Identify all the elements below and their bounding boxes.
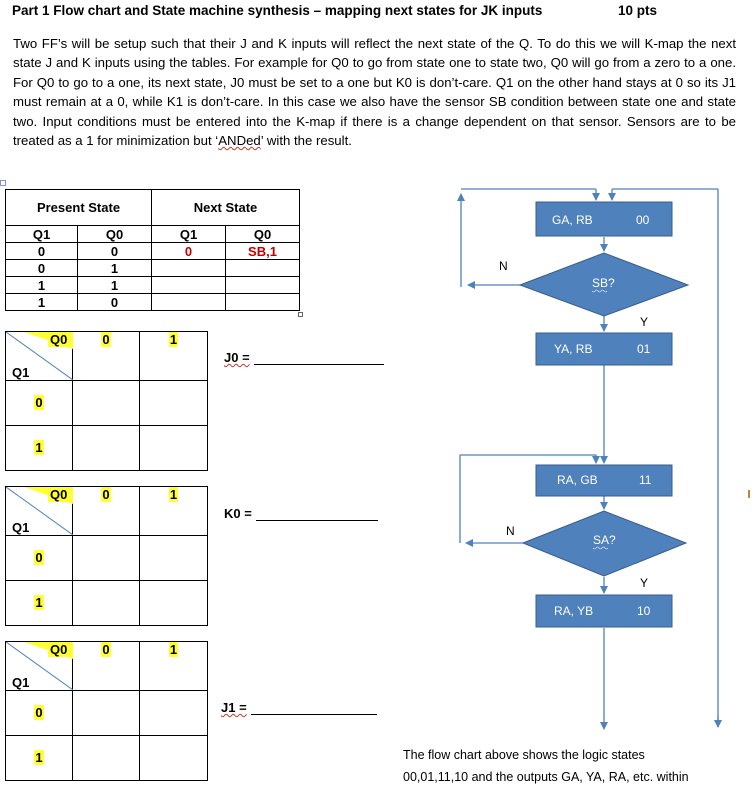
kmap-col-0-label: 0	[102, 487, 110, 502]
state-name: GA, RB	[552, 213, 593, 227]
kmap-q1-label: Q1	[12, 365, 30, 380]
state-code: 00	[636, 213, 650, 227]
kmap-q0-label: Q0	[50, 642, 68, 657]
section-title: Part 1 Flow chart and State machine synthesis – mapping next states for JK inputs	[12, 3, 543, 18]
branch-yes-label: Y	[640, 576, 649, 590]
table-cell[interactable]: 0	[6, 260, 78, 277]
kmap-row-0-label: 0	[35, 705, 43, 720]
table-cell[interactable]: 1	[78, 277, 152, 294]
col-header-next-q0: Q0	[226, 226, 300, 243]
kmap-q1-label: Q1	[12, 520, 30, 535]
instructions-text: Two FF’s will be setup such that their J and K inputs will reflect the next state of the Q. To do this we will K-map the next state J and K inputs using the tables. For example for Q0 to go from state one to state two, Q0 will go from a zero to a one. For Q0 to go to a one, its next state, J0 must be set to a one but K0 is don’t-care. Q1 on the other hand stays at 0 so its J1 must remain at a 0, while K1 is don’t-care. In this case we also have the sensor SB condition between state one and state two. Input conditions must be entered into the K-map if there is a change dependent on that sensor. Sensors are to be treated as a 1 for minimization but ‘	[13, 36, 736, 149]
kmap-q1-label: Q1	[12, 675, 30, 690]
points-label: 10 pts	[618, 3, 658, 18]
col-header-present-q1: Q1	[6, 226, 78, 243]
table-cell[interactable]: SB,1	[226, 243, 300, 260]
branch-yes-label: Y	[640, 315, 649, 329]
state-box-ga-rb[interactable]	[536, 202, 672, 236]
table-cell[interactable]: 0	[78, 243, 152, 260]
table-cell[interactable]: 1	[6, 277, 78, 294]
state-code: 10	[637, 604, 651, 618]
branch-no-label: N	[506, 524, 515, 538]
next-state-header: Next State	[152, 190, 300, 226]
j1-label: J1 =	[221, 700, 247, 715]
table-cell[interactable]: 0	[6, 243, 78, 260]
state-code: 11	[639, 473, 652, 487]
table-cell[interactable]: 0	[152, 243, 226, 260]
table-cell[interactable]: 1	[78, 260, 152, 277]
page-edge-marker	[748, 490, 750, 498]
branch-no-label: N	[499, 259, 508, 273]
kmap-row-1-label: 1	[35, 750, 43, 765]
kmap-row-1-label: 1	[35, 595, 43, 610]
col-header-present-q0: Q0	[78, 226, 152, 243]
caption-line-2: 00,01,11,10 and the outputs GA, YA, RA, etc. within	[403, 770, 689, 784]
kmap-q0-label: Q0	[50, 487, 68, 502]
caption-line-1: The flow chart above shows the logic states	[403, 748, 645, 762]
state-code: 01	[637, 342, 651, 356]
instructions-text-end: ’ with the result.	[260, 133, 352, 149]
decision-label: SA?	[593, 533, 616, 547]
kmap-col-1-label: 1	[169, 642, 178, 657]
spellcheck-word: ANDed	[218, 133, 261, 149]
state-box-ra-yb[interactable]	[536, 595, 672, 627]
kmap-row-1-label: 1	[35, 440, 43, 455]
state-name: YA, RB	[554, 342, 593, 356]
decision-sa[interactable]	[523, 511, 686, 576]
kmap-col-0-label: 0	[102, 642, 110, 657]
table-cell[interactable]: 0	[78, 294, 152, 311]
present-state-header: Present State	[6, 190, 152, 226]
k0-label: K0 =	[224, 506, 252, 521]
decision-label: SB?	[592, 276, 615, 290]
table-cell[interactable]: 1	[6, 294, 78, 311]
state-box-ra-gb[interactable]	[536, 465, 672, 496]
kmap-row-0-label: 0	[35, 395, 43, 410]
col-header-next-q1: Q1	[152, 226, 226, 243]
j0-label: J0 =	[224, 350, 250, 365]
state-name: RA, YB	[554, 604, 594, 618]
kmap-q0-label: Q0	[50, 332, 68, 347]
flowchart-caption	[403, 744, 723, 788]
kmap-col-1-label: 1	[169, 487, 178, 502]
state-box-ya-rb[interactable]	[536, 333, 672, 365]
state-name: RA, GB	[557, 473, 598, 487]
kmap-col-1-label: 1	[169, 332, 178, 347]
decision-sb[interactable]	[520, 253, 688, 316]
kmap-col-0-label: 0	[102, 332, 110, 347]
kmap-row-0-label: 0	[35, 550, 43, 565]
